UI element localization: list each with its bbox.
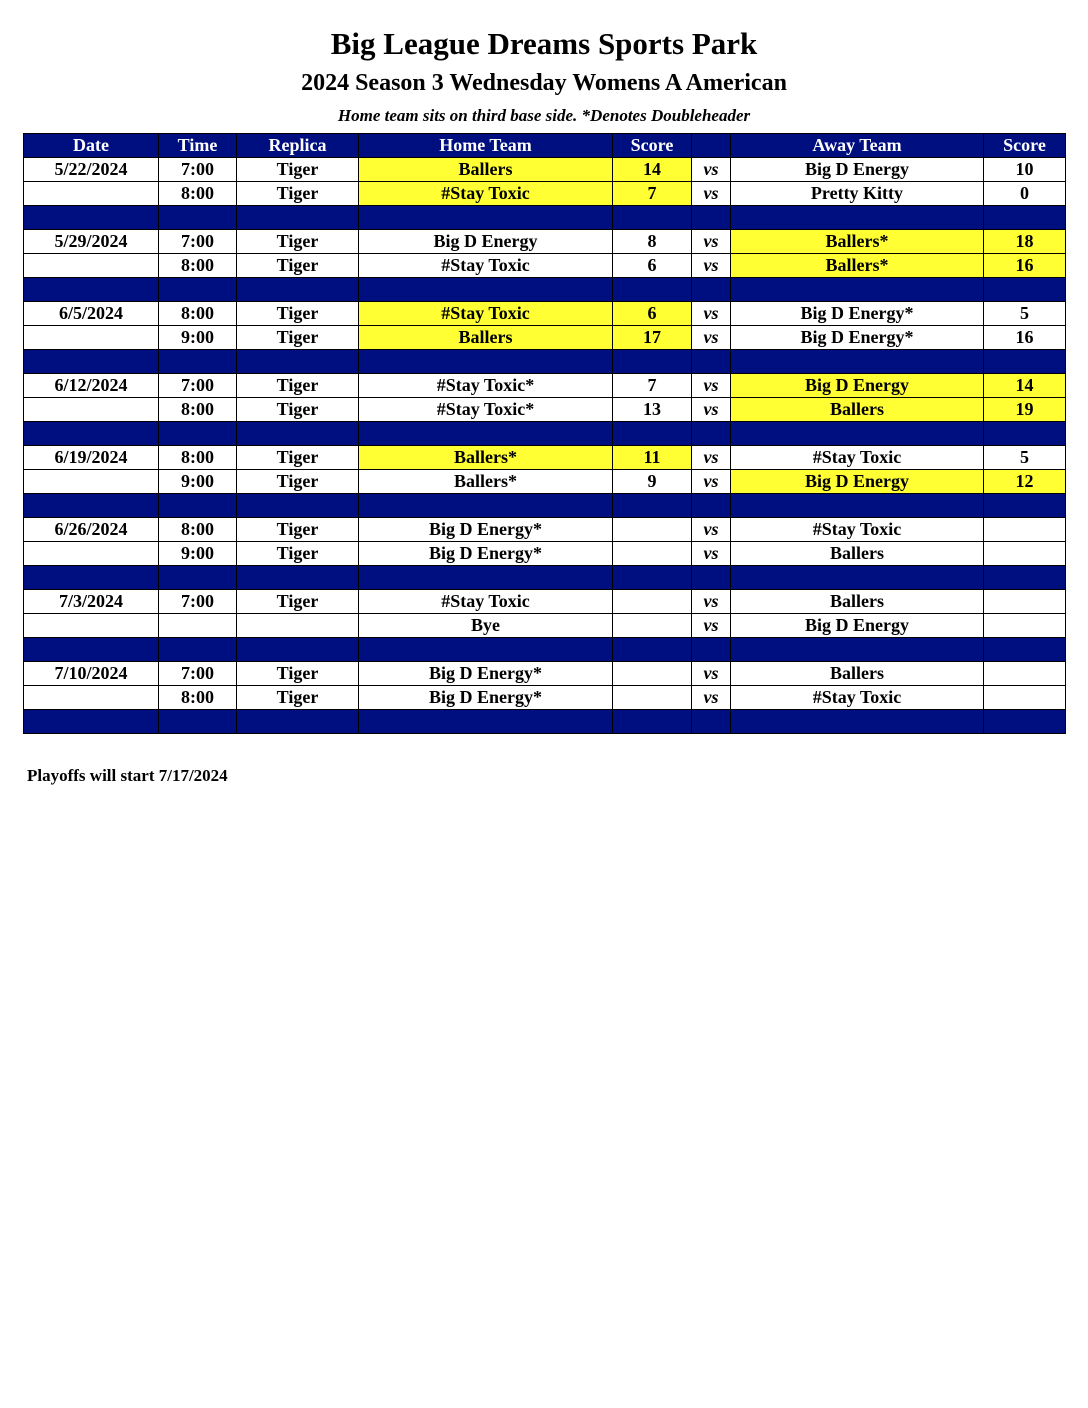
- separator-cell: [692, 278, 731, 302]
- away-score: 5: [984, 302, 1066, 326]
- game-date: 6/12/2024: [24, 374, 159, 398]
- game-date: 7/3/2024: [24, 590, 159, 614]
- home-team: #Stay Toxic: [359, 254, 613, 278]
- page-subtitle: 2024 Season 3 Wednesday Womens A American: [301, 70, 787, 96]
- game-replica: Tiger: [237, 158, 359, 182]
- home-score: [613, 686, 692, 710]
- away-score: 16: [984, 254, 1066, 278]
- game-row: [24, 302, 1066, 326]
- game-row: [24, 662, 1066, 686]
- away-score: 16: [984, 326, 1066, 350]
- header-row: [24, 134, 1066, 158]
- home-team: #Stay Toxic: [359, 182, 613, 206]
- game-row: [24, 542, 1066, 566]
- game-replica: [237, 614, 359, 638]
- away-score: 10: [984, 158, 1066, 182]
- vs-label: vs: [692, 182, 731, 206]
- game-time: 9:00: [159, 470, 237, 494]
- game-time: 8:00: [159, 182, 237, 206]
- separator-cell: [984, 278, 1066, 302]
- separator-cell: [159, 710, 237, 734]
- vs-label: vs: [692, 542, 731, 566]
- header-away-team: Away Team: [731, 134, 984, 158]
- home-score: 8: [613, 230, 692, 254]
- separator-cell: [359, 350, 613, 374]
- home-team: Bye: [359, 614, 613, 638]
- game-replica: Tiger: [237, 518, 359, 542]
- schedule-note: Home team sits on third base side. *Denotes Doubleheader: [337, 106, 751, 125]
- vs-label: vs: [692, 470, 731, 494]
- header-home-score: Score: [613, 134, 692, 158]
- separator-cell: [613, 278, 692, 302]
- separator-cell: [24, 278, 159, 302]
- separator-cell: [237, 566, 359, 590]
- separator-cell: [237, 422, 359, 446]
- game-row: [24, 686, 1066, 710]
- separator-row: [24, 494, 1066, 518]
- away-score: 19: [984, 398, 1066, 422]
- game-replica: Tiger: [237, 686, 359, 710]
- game-row: [24, 182, 1066, 206]
- game-date: [24, 542, 159, 566]
- separator-cell: [613, 566, 692, 590]
- game-row: [24, 230, 1066, 254]
- game-date: [24, 182, 159, 206]
- home-score: 9: [613, 470, 692, 494]
- separator-cell: [159, 350, 237, 374]
- home-team: Big D Energy: [359, 230, 613, 254]
- game-time: 9:00: [159, 542, 237, 566]
- away-score: 18: [984, 230, 1066, 254]
- away-score: 5: [984, 446, 1066, 470]
- game-time: 8:00: [159, 302, 237, 326]
- separator-cell: [984, 710, 1066, 734]
- page-title: Big League Dreams Sports Park: [330, 26, 758, 61]
- game-replica: Tiger: [237, 302, 359, 326]
- playoffs-note: Playoffs will start 7/17/2024: [27, 766, 228, 785]
- separator-cell: [984, 638, 1066, 662]
- separator-cell: [359, 422, 613, 446]
- game-replica: Tiger: [237, 542, 359, 566]
- away-team: Ballers: [731, 662, 984, 686]
- away-score: 12: [984, 470, 1066, 494]
- game-date: 6/19/2024: [24, 446, 159, 470]
- home-score: 7: [613, 182, 692, 206]
- separator-cell: [731, 638, 984, 662]
- separator-cell: [359, 710, 613, 734]
- game-row: [24, 518, 1066, 542]
- game-replica: Tiger: [237, 254, 359, 278]
- separator-cell: [984, 566, 1066, 590]
- separator-cell: [237, 638, 359, 662]
- vs-label: vs: [692, 590, 731, 614]
- away-score: 0: [984, 182, 1066, 206]
- home-team: Ballers: [359, 158, 613, 182]
- header-replica: Replica: [237, 134, 359, 158]
- home-score: 7: [613, 374, 692, 398]
- away-team: Big D Energy: [731, 470, 984, 494]
- header-home-team: Home Team: [359, 134, 613, 158]
- separator-cell: [24, 422, 159, 446]
- separator-cell: [692, 350, 731, 374]
- separator-cell: [24, 350, 159, 374]
- separator-cell: [692, 206, 731, 230]
- separator-cell: [731, 494, 984, 518]
- game-time: 8:00: [159, 686, 237, 710]
- separator-cell: [24, 638, 159, 662]
- separator-cell: [692, 422, 731, 446]
- home-score: 6: [613, 302, 692, 326]
- separator-row: [24, 710, 1066, 734]
- home-team: Big D Energy*: [359, 542, 613, 566]
- away-score: [984, 662, 1066, 686]
- separator-cell: [692, 710, 731, 734]
- away-team: #Stay Toxic: [731, 518, 984, 542]
- separator-cell: [237, 350, 359, 374]
- vs-label: vs: [692, 398, 731, 422]
- away-team: Ballers*: [731, 230, 984, 254]
- separator-cell: [24, 710, 159, 734]
- game-row: [24, 614, 1066, 638]
- separator-cell: [613, 206, 692, 230]
- vs-label: vs: [692, 662, 731, 686]
- separator-row: [24, 422, 1066, 446]
- game-date: [24, 614, 159, 638]
- home-team: Big D Energy*: [359, 662, 613, 686]
- game-time: 8:00: [159, 518, 237, 542]
- away-score: [984, 614, 1066, 638]
- game-date: [24, 326, 159, 350]
- game-time: 7:00: [159, 662, 237, 686]
- away-team: #Stay Toxic: [731, 686, 984, 710]
- game-time: 7:00: [159, 590, 237, 614]
- game-date: [24, 254, 159, 278]
- separator-cell: [613, 350, 692, 374]
- separator-cell: [359, 638, 613, 662]
- separator-cell: [613, 638, 692, 662]
- vs-label: vs: [692, 158, 731, 182]
- away-team: Pretty Kitty: [731, 182, 984, 206]
- home-team: Big D Energy*: [359, 518, 613, 542]
- game-row: [24, 470, 1066, 494]
- home-team: Ballers*: [359, 470, 613, 494]
- separator-row: [24, 566, 1066, 590]
- separator-cell: [359, 278, 613, 302]
- header-date: Date: [24, 134, 159, 158]
- game-replica: Tiger: [237, 374, 359, 398]
- away-team: Big D Energy*: [731, 326, 984, 350]
- separator-cell: [237, 278, 359, 302]
- home-score: 11: [613, 446, 692, 470]
- separator-cell: [731, 206, 984, 230]
- away-score: [984, 590, 1066, 614]
- header-time: Time: [159, 134, 237, 158]
- separator-cell: [613, 494, 692, 518]
- game-row: [24, 446, 1066, 470]
- separator-cell: [613, 710, 692, 734]
- separator-cell: [159, 422, 237, 446]
- separator-cell: [692, 566, 731, 590]
- game-replica: Tiger: [237, 446, 359, 470]
- separator-cell: [24, 494, 159, 518]
- game-time: 8:00: [159, 446, 237, 470]
- home-score: [613, 614, 692, 638]
- separator-cell: [613, 422, 692, 446]
- game-time: 9:00: [159, 326, 237, 350]
- separator-row: [24, 278, 1066, 302]
- game-row: [24, 254, 1066, 278]
- home-score: 17: [613, 326, 692, 350]
- away-team: Ballers*: [731, 254, 984, 278]
- away-team: #Stay Toxic: [731, 446, 984, 470]
- separator-cell: [731, 350, 984, 374]
- separator-cell: [984, 494, 1066, 518]
- separator-cell: [159, 494, 237, 518]
- away-team: Big D Energy*: [731, 302, 984, 326]
- home-score: 6: [613, 254, 692, 278]
- game-replica: Tiger: [237, 230, 359, 254]
- home-team: #Stay Toxic: [359, 302, 613, 326]
- separator-cell: [359, 566, 613, 590]
- game-time: 8:00: [159, 398, 237, 422]
- separator-cell: [984, 206, 1066, 230]
- separator-cell: [692, 494, 731, 518]
- separator-cell: [237, 710, 359, 734]
- vs-label: vs: [692, 302, 731, 326]
- separator-cell: [359, 494, 613, 518]
- separator-cell: [731, 710, 984, 734]
- home-score: [613, 518, 692, 542]
- away-team: Big D Energy: [731, 158, 984, 182]
- vs-label: vs: [692, 374, 731, 398]
- away-team: Big D Energy: [731, 614, 984, 638]
- home-score: [613, 590, 692, 614]
- separator-cell: [359, 206, 613, 230]
- game-time: 8:00: [159, 254, 237, 278]
- game-replica: Tiger: [237, 398, 359, 422]
- game-date: [24, 470, 159, 494]
- game-replica: Tiger: [237, 590, 359, 614]
- separator-cell: [159, 278, 237, 302]
- away-score: [984, 518, 1066, 542]
- away-team: Ballers: [731, 398, 984, 422]
- vs-label: vs: [692, 446, 731, 470]
- separator-cell: [731, 422, 984, 446]
- separator-row: [24, 350, 1066, 374]
- game-row: [24, 374, 1066, 398]
- game-row: [24, 326, 1066, 350]
- game-time: 7:00: [159, 230, 237, 254]
- home-score: 14: [613, 158, 692, 182]
- home-team: #Stay Toxic*: [359, 398, 613, 422]
- separator-cell: [159, 206, 237, 230]
- game-replica: Tiger: [237, 182, 359, 206]
- separator-cell: [984, 350, 1066, 374]
- home-team: #Stay Toxic: [359, 590, 613, 614]
- separator-cell: [159, 638, 237, 662]
- vs-label: vs: [692, 326, 731, 350]
- separator-cell: [24, 566, 159, 590]
- home-team: Ballers: [359, 326, 613, 350]
- game-row: [24, 158, 1066, 182]
- home-score: [613, 542, 692, 566]
- header-away-score: Score: [984, 134, 1066, 158]
- header-vs: [692, 134, 731, 158]
- separator-cell: [731, 566, 984, 590]
- vs-label: vs: [692, 230, 731, 254]
- game-date: 6/5/2024: [24, 302, 159, 326]
- home-score: 13: [613, 398, 692, 422]
- game-time: [159, 614, 237, 638]
- vs-label: vs: [692, 686, 731, 710]
- game-replica: Tiger: [237, 470, 359, 494]
- vs-label: vs: [692, 254, 731, 278]
- separator-row: [24, 206, 1066, 230]
- game-time: 7:00: [159, 158, 237, 182]
- away-score: 14: [984, 374, 1066, 398]
- away-score: [984, 686, 1066, 710]
- game-row: [24, 590, 1066, 614]
- separator-row: [24, 638, 1066, 662]
- separator-cell: [24, 206, 159, 230]
- game-row: [24, 398, 1066, 422]
- game-replica: Tiger: [237, 326, 359, 350]
- game-replica: Tiger: [237, 662, 359, 686]
- separator-cell: [159, 566, 237, 590]
- separator-cell: [237, 206, 359, 230]
- home-team: Ballers*: [359, 446, 613, 470]
- separator-cell: [692, 638, 731, 662]
- game-time: 7:00: [159, 374, 237, 398]
- home-score: [613, 662, 692, 686]
- away-team: Ballers: [731, 590, 984, 614]
- separator-cell: [237, 494, 359, 518]
- game-date: 7/10/2024: [24, 662, 159, 686]
- schedule-table: [23, 133, 1066, 734]
- game-date: [24, 398, 159, 422]
- game-date: 5/29/2024: [24, 230, 159, 254]
- game-date: [24, 686, 159, 710]
- separator-cell: [731, 278, 984, 302]
- schedule-body: [24, 158, 1066, 734]
- vs-label: vs: [692, 518, 731, 542]
- away-team: Ballers: [731, 542, 984, 566]
- home-team: Big D Energy*: [359, 686, 613, 710]
- game-date: 5/22/2024: [24, 158, 159, 182]
- game-date: 6/26/2024: [24, 518, 159, 542]
- separator-cell: [984, 422, 1066, 446]
- home-team: #Stay Toxic*: [359, 374, 613, 398]
- away-score: [984, 542, 1066, 566]
- away-team: Big D Energy: [731, 374, 984, 398]
- vs-label: vs: [692, 614, 731, 638]
